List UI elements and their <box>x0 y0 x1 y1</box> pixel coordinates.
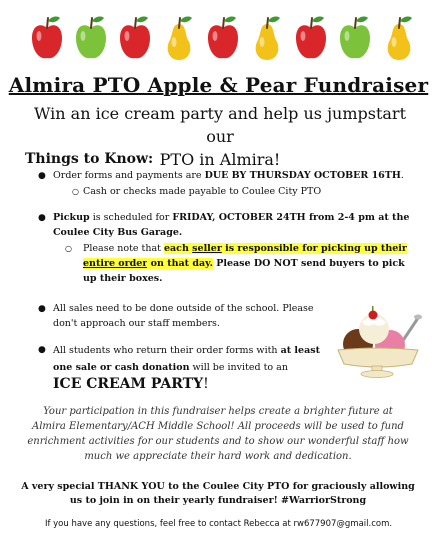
b1-text: Order forms and payments are <box>53 170 205 181</box>
b3-line2: don't approach our staff members. <box>53 318 220 329</box>
b1-bold: DUE BY THURSDAY OCTOBER 16TH <box>204 170 401 181</box>
para-line: Your participation in this fundraiser helps create a brighter future at <box>43 406 393 417</box>
ice-cream-party-label: ICE CREAM PARTY <box>53 376 204 392</box>
b4-line2: will be invited to an <box>189 362 288 373</box>
para-line: Almira Elementary/ACH Middle School! All proceeds will be used to fund <box>32 421 404 432</box>
circle-bullet-icon: ○ <box>72 187 79 196</box>
bullet-pickup-line2: Coulee City Bus Garage. <box>53 227 183 238</box>
red-apple-icon <box>206 14 240 64</box>
thanks-line: A very special THANK YOU to the Coulee City PTO for graciously allowing <box>21 481 415 492</box>
green-apple-icon <box>338 14 372 64</box>
circle-bullet-icon: ○ <box>65 244 72 253</box>
sub-bullet-payment: Cash or checks made payable to Coulee City PTO <box>83 186 322 197</box>
red-apple-icon <box>118 14 152 64</box>
note-hl1: each <box>163 243 193 254</box>
ice-cream-sundae-icon <box>332 300 424 380</box>
note-hl2: is responsible for picking up their <box>221 243 407 254</box>
yellow-pear-icon <box>250 14 284 64</box>
bullet-icon: ● <box>38 345 46 355</box>
bullet-ice-cream-party <box>53 342 320 394</box>
yellow-pear-icon <box>162 14 196 64</box>
b2-mid: is scheduled for <box>89 212 173 223</box>
yellow-pear-icon <box>382 14 416 64</box>
b4-line1: All students who return their order forms with <box>53 345 281 356</box>
fruit-banner <box>30 14 416 66</box>
bullet-sales-outside <box>53 301 314 331</box>
thank-you-note <box>18 480 418 508</box>
b1-end: . <box>400 170 404 181</box>
icp-end: ! <box>203 376 209 392</box>
note-line3: up their boxes. <box>83 273 163 284</box>
b3-line1: All sales need to be done outside of the school. Please <box>53 303 314 314</box>
sub-bullet-note <box>83 241 413 286</box>
red-apple-icon <box>30 14 64 64</box>
note-seller: seller <box>192 243 222 254</box>
bullet-due-date <box>53 168 404 183</box>
contact-line: If you have any questions, feel free to contact Rebecca at rw677907@gmail.com. <box>44 519 393 529</box>
thanks-line: us to join in on their yearly fundraiser! #WarriorStrong <box>69 495 367 506</box>
b4-line2-bold: one sale or cash donation <box>53 362 190 373</box>
things-heading: Things to Know: <box>25 151 154 167</box>
b2-bold1: Pickup <box>53 212 90 223</box>
note-hl4: on that day. <box>147 258 213 269</box>
b4-line1-bold: at least <box>280 345 320 356</box>
red-apple-icon <box>294 14 328 64</box>
bullet-icon: ● <box>38 213 46 223</box>
bullet-icon: ● <box>38 171 46 181</box>
note-post: Please DO NOT send buyers to pick <box>212 258 405 269</box>
para-line: much we appreciate their hard work and dedication. <box>84 451 352 462</box>
note-pre: Please note that <box>83 243 164 254</box>
green-apple-icon <box>74 14 108 64</box>
b2-bold2: FRIDAY, OCTOBER 24TH from 2-4 pm at the <box>172 212 410 223</box>
bullet-icon: ● <box>38 304 46 314</box>
para-line: enrichment activities for our students and to show our wonderful staff how <box>27 436 409 447</box>
participation-paragraph <box>18 404 418 464</box>
bullet-pickup <box>53 210 409 225</box>
subtitle-line-2: PTO in Almira! <box>159 150 281 169</box>
subtitle-line-1: Win an ice cream party and help us jumpstart our <box>33 104 407 146</box>
page-title: Almira PTO Apple & Pear Fundraiser <box>8 73 429 97</box>
note-entire-order: entire order <box>83 258 148 269</box>
